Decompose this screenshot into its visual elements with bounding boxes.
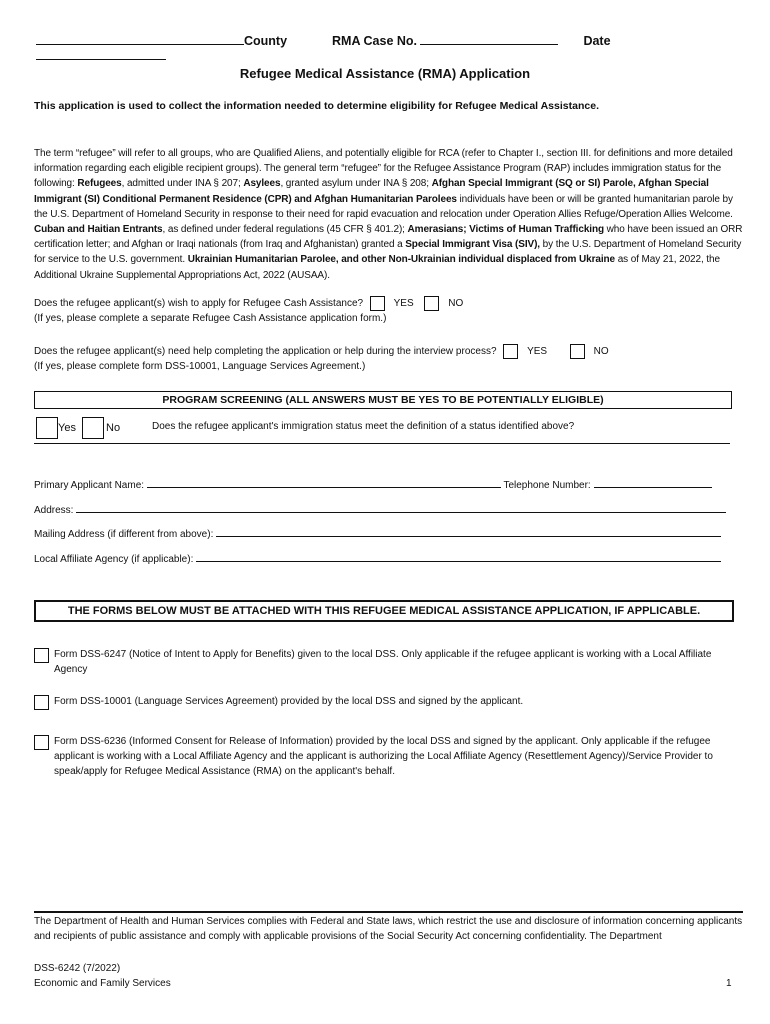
help-note: (If yes, please complete form DSS-10001, Language Services Agreement.) bbox=[34, 361, 366, 373]
affiliate-agency-input[interactable] bbox=[196, 552, 721, 562]
form-item-dss-6247 bbox=[34, 647, 734, 677]
mailing-address-label: Mailing Address (if different from above): bbox=[34, 529, 214, 540]
address-label: Address: bbox=[34, 505, 74, 516]
footer-divider bbox=[34, 911, 743, 913]
refugee-definition: The term “refugee” will refer to all groups, who are Qualified Aliens, and potentially eligible for RCA (refer to Chapter I., section III. for definitions and more detailed information regarding each eligible recipient groups). The general term “refugee” for the Refugee Assistance Program (RAP) includes immigration status for the following: Refugees, admitted under INA § 207; Asylees, granted asylum under INA § 208; Afghan Special Immigrant (SQ or SI) Parole, Afghan Special Immigrant (SI) Conditional Permanent Residence (CPR) and Afghan Humanitarian Parolees individuals have been or will be granted humanitarian parole by the U.S. Department of Homeland Security in response to their need for rapid evacuation and relocation under Operation Allies Refuge/Operation Allies Welcome. Cuban and Haitian Entrants, as defined under federal regulations (45 CFR § 401.2); Amerasians; Victims of Human Trafficking who have been issued an ORR certification letter; and Afghan or Iraqi nationals (from Iraq and Afghanistan) granted a Special Immigrant Visa (SIV), by the U.S. Department of Homeland Security for service to the U.S. government. Ukrainian Humanitarian Parolee, and other Non-Ukrainian individual displaced from Ukraine as of May 21, 2022, the Additional Ukraine Supplemental Appropriations Act, 2022 (AUSAA). bbox=[34, 148, 743, 281]
form-10001-text: Form DSS-10001 (Language Services Agreement) provided by the local DSS and signed by the applicant. bbox=[54, 696, 524, 707]
program-screening-row bbox=[34, 413, 730, 444]
cash-yes-label: YES bbox=[393, 298, 414, 310]
rma-case-input-line[interactable] bbox=[420, 33, 558, 45]
telephone-input[interactable] bbox=[594, 478, 712, 488]
form-6236-checkbox[interactable] bbox=[34, 735, 49, 750]
affiliate-agency-row bbox=[34, 552, 734, 565]
rma-case-label: RMA Case No. bbox=[332, 34, 417, 48]
form-header bbox=[36, 33, 736, 63]
form-number: DSS-6242 (7/2022) bbox=[34, 963, 121, 974]
county-label: County bbox=[244, 34, 288, 48]
program-screening-heading: PROGRAM SCREENING (ALL ANSWERS MUST BE YES TO BE POTENTIALLY ELIGIBLE) bbox=[34, 391, 732, 409]
form-6247-checkbox[interactable] bbox=[34, 648, 49, 663]
required-forms-heading: THE FORMS BELOW MUST BE ATTACHED WITH THIS REFUGEE MEDICAL ASSISTANCE APPLICATION, IF APPLICABLE. bbox=[34, 600, 734, 622]
screening-yes-checkbox[interactable] bbox=[36, 417, 58, 439]
form-item-dss-10001 bbox=[34, 694, 734, 709]
form-6247-text: Form DSS-6247 (Notice of Intent to Apply for Benefits) given to the local DSS. Only applicable if the refugee applicant is working with a Local Affiliate Agency bbox=[54, 649, 712, 675]
page-number: 1 bbox=[726, 978, 732, 989]
address-row bbox=[34, 503, 734, 516]
screening-no-label: No bbox=[106, 422, 121, 434]
form-6236-text: Form DSS-6236 (Informed Consent for Release of Information) provided by the local DSS and signed by the applicant. Only applicable if the refugee applicant is working with a Local Affiliate Agency and the applicant is authorizing the Local Affiliate Agency (Resettlement Agency)/Service Provider to speak/apply for Refugee Medical Assistance (RMA) on the applicant's behalf. bbox=[54, 736, 713, 777]
confidentiality-notice: The Department of Health and Human Services complies with Federal and State laws, which restrict the use and disclosure of information concerning applicants and recipients of public assistance and comply with applicable provisions of the Social Security Act concerning confidentiality. The Department bbox=[34, 916, 743, 942]
page-title: Refugee Medical Assistance (RMA) Application bbox=[239, 66, 531, 81]
help-yes-label: YES bbox=[527, 346, 548, 358]
mailing-address-row bbox=[34, 527, 734, 540]
screening-yes-label: Yes bbox=[58, 422, 76, 434]
cash-no-label: NO bbox=[448, 298, 464, 310]
screening-no-checkbox[interactable] bbox=[82, 417, 104, 439]
cash-note: (If yes, please complete a separate Refugee Cash Assistance application form.) bbox=[34, 313, 387, 325]
division-name: Economic and Family Services bbox=[34, 978, 171, 989]
cash-assistance-question: Does the refugee applicant(s) wish to apply for Refugee Cash Assistance? YES NO (If yes, please complete a separate Refugee Cash Assistance application form.) bbox=[34, 296, 744, 326]
primary-applicant-row bbox=[34, 478, 734, 491]
date-input-line[interactable] bbox=[36, 48, 166, 60]
telephone-label: Telephone Number: bbox=[503, 480, 591, 491]
address-input[interactable] bbox=[76, 503, 726, 513]
help-question: Does the refugee applicant(s) need help completing the application or help during the interview process? YES NO (If yes, please complete form DSS-10001, Language Services Agreement.) bbox=[34, 344, 744, 374]
intro-text: This application is used to collect the information needed to determine eligibility for Refugee Medical Assistance. bbox=[34, 100, 599, 112]
form-item-dss-6236 bbox=[34, 734, 734, 779]
form-10001-checkbox[interactable] bbox=[34, 695, 49, 710]
cash-no-checkbox[interactable] bbox=[424, 296, 439, 311]
county-input-line[interactable] bbox=[36, 33, 244, 45]
date-label: Date bbox=[583, 34, 611, 48]
screening-question: Does the refugee applicant's immigration status meet the definition of a status identified above? bbox=[152, 421, 575, 432]
cash-yes-checkbox[interactable] bbox=[370, 296, 385, 311]
affiliate-agency-label: Local Affiliate Agency (if applicable): bbox=[34, 554, 194, 565]
primary-name-label: Primary Applicant Name: bbox=[34, 480, 145, 491]
help-yes-checkbox[interactable] bbox=[503, 344, 518, 359]
primary-name-input[interactable] bbox=[147, 478, 501, 488]
help-no-checkbox[interactable] bbox=[570, 344, 585, 359]
help-no-label: NO bbox=[593, 346, 609, 358]
mailing-address-input[interactable] bbox=[216, 527, 721, 537]
